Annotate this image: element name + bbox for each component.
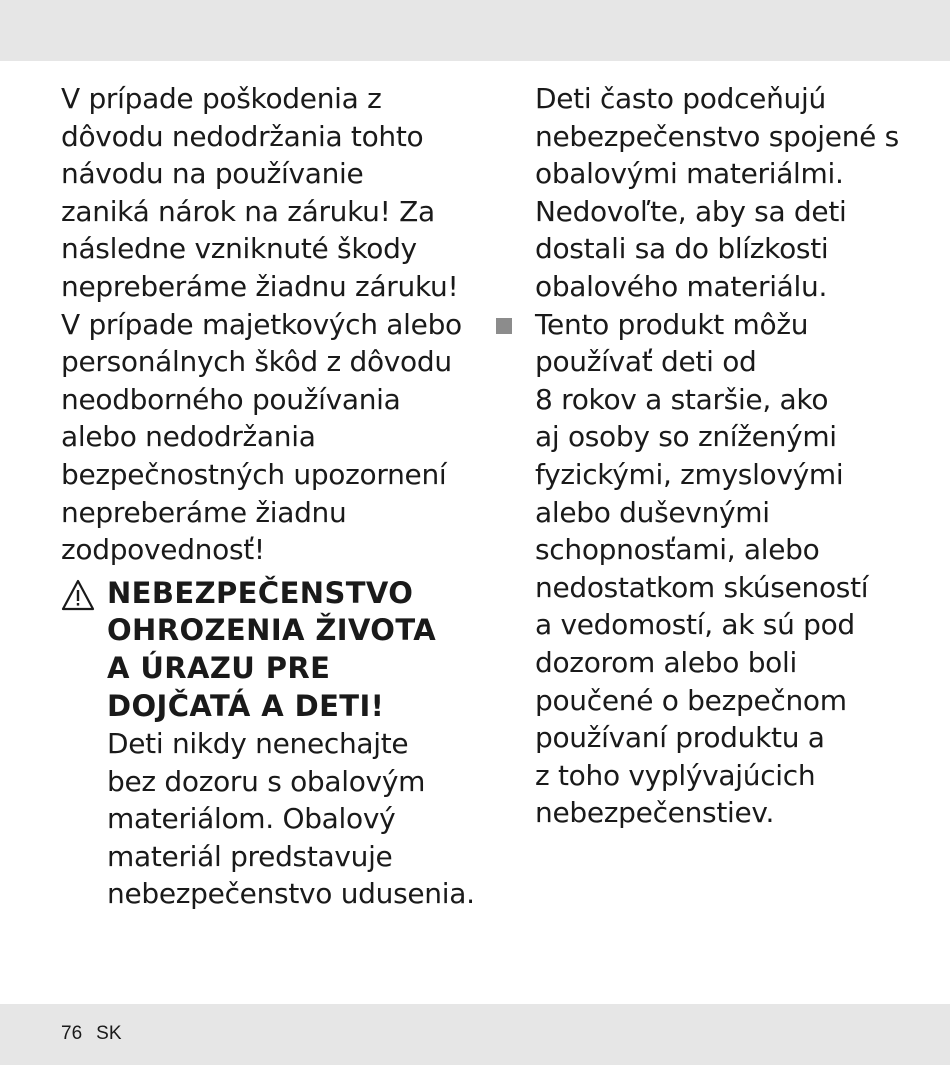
warning-body: Deti nikdy nenechajte bez dozoru s obalovým materiálom. Obalový materiál predstavuje nebezpečenstvo udusenia.: [107, 727, 475, 911]
page-footer: [61, 1022, 136, 1046]
bullet-item: [535, 306, 935, 832]
square-bullet-icon: [496, 318, 512, 334]
warning-title: NEBEZPEČENSTVO OHROZENIA ŽIVOTA A ÚRAZU PRE DOJČATÁ A DETI!: [107, 575, 437, 723]
right-column: [535, 80, 935, 832]
bullet-text: Tento produkt môžu používať deti od 8 rokov a staršie, ako aj osoby so zníženými fyzickými, zmyslovými alebo duševnými schopnosťami, alebo nedostatkom skúseností a vedomostí, ak sú pod dozorom alebo boli poučené o bezpečnom používaní produktu a z toho vyplývajúcich nebezpečenstiev.: [535, 307, 869, 830]
continued-paragraph: Deti často podceňujú nebezpečenstvo spojené s obalovými materiálmi. Nedovoľte, aby sa deti dostali sa do blízkosti obalového materiálu.: [535, 82, 899, 303]
footer-band: [0, 1004, 950, 1065]
left-column: [61, 80, 481, 913]
warning-block: [61, 575, 481, 913]
page-number: 76: [61, 1023, 83, 1044]
language-code: SK: [96, 1023, 122, 1044]
header-band: [0, 0, 950, 61]
intro-paragraph: V prípade poškodenia z dôvodu nedodržania tohto návodu na používanie zaniká nárok na záruku! Za následne vzniknuté škody nepreberáme žiadnu záruku! V prípade majetkových alebo personálnych škôd z dôvodu neodborného používania alebo nedodržania bezpečnostných upozornení nepreberáme žiadnu zodpovednosť!: [61, 82, 462, 567]
warning-triangle-icon: [61, 579, 95, 611]
